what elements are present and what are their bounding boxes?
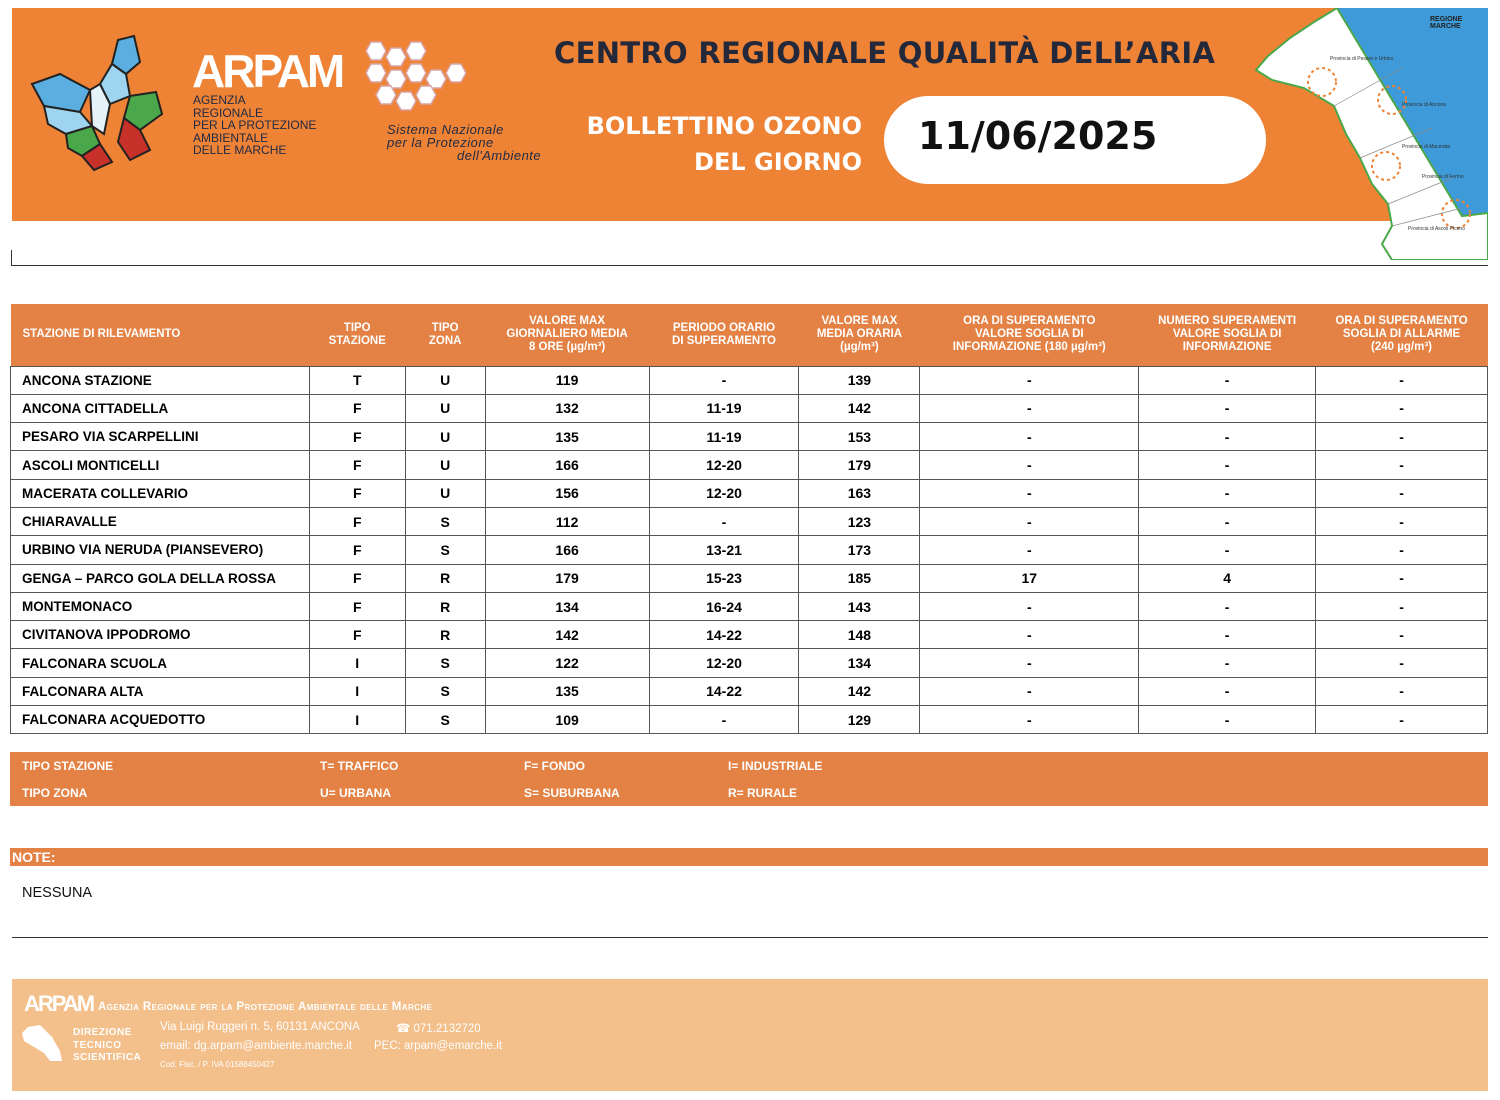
header-line: TIPO <box>431 321 459 334</box>
cell-info-count: - <box>1139 394 1316 422</box>
cell-zone-type: S <box>405 677 485 705</box>
cell-info-hour: 17 <box>920 564 1139 592</box>
header-banner <box>12 8 1488 232</box>
header-line: DI SUPERAMENTO <box>672 334 776 347</box>
cell-zone-type: U <box>405 394 485 422</box>
map-label: Provincia di Macerata <box>1402 144 1451 150</box>
arpam-sub-line: AMBIENTALE <box>193 130 269 145</box>
header-alarm-hour <box>1316 304 1488 366</box>
regione-line: MARCHE <box>1430 23 1461 30</box>
cell-alarm-hour: - <box>1316 479 1488 507</box>
regione-marche-logo <box>1430 16 1462 30</box>
cell-info-count: - <box>1139 451 1316 479</box>
header-line: TIPO <box>343 321 371 334</box>
cell-max-hourly: 129 <box>799 706 920 734</box>
date-box <box>884 96 1266 184</box>
legend-suburban: S= SUBURBANA <box>524 786 620 800</box>
cell-zone-type: S <box>405 706 485 734</box>
header-line: STAZIONE DI RILEVAMENTO <box>22 328 181 341</box>
cell-station-type: F <box>309 536 405 564</box>
cell-max-8h: 179 <box>485 564 649 592</box>
cell-max-hourly: 148 <box>799 621 920 649</box>
header-period <box>649 304 799 366</box>
cell-info-count: - <box>1139 366 1316 394</box>
cell-alarm-hour: - <box>1316 677 1488 705</box>
cell-zone-type: R <box>405 592 485 620</box>
cell-info-count: - <box>1139 621 1316 649</box>
cell-info-count: - <box>1139 536 1316 564</box>
cell-info-hour: - <box>920 621 1139 649</box>
footer-pec: PEC: arpam@emarche.it <box>374 1040 502 1052</box>
cell-alarm-hour: - <box>1316 451 1488 479</box>
table-row <box>11 677 1488 705</box>
arpam-sub-line: REGIONALE <box>193 105 264 120</box>
bulletin-date: 11/06/2025 <box>918 114 1158 158</box>
header-line: VALORE SOGLIA DI <box>1172 328 1282 341</box>
cell-info-count: - <box>1139 649 1316 677</box>
cell-info-hour: - <box>920 507 1139 535</box>
map-label: Provincia di Ancona <box>1402 102 1446 108</box>
header-line: STAZIONE <box>328 334 386 347</box>
cell-station: URBINO VIA NERUDA (PIANSEVERO) <box>11 536 310 564</box>
footer-email: email: dg.arpam@ambiente.marche.it <box>160 1040 352 1052</box>
cell-info-count: - <box>1139 592 1316 620</box>
cell-info-hour: - <box>920 366 1139 394</box>
cell-station-type: F <box>309 592 405 620</box>
table-row <box>11 592 1488 620</box>
cell-station: MONTEMONACO <box>11 592 310 620</box>
table-row <box>11 451 1488 479</box>
cell-station-type: F <box>309 621 405 649</box>
header-max-8h <box>485 304 649 366</box>
table-row <box>11 536 1488 564</box>
cell-station-type: I <box>309 677 405 705</box>
map-label: Provincia di Ascoli Piceno <box>1408 226 1465 232</box>
cell-period: 12-20 <box>649 479 799 507</box>
cell-period: 12-20 <box>649 649 799 677</box>
legend-background: F= FONDO <box>524 759 586 773</box>
cell-alarm-hour: - <box>1316 564 1488 592</box>
table-row <box>11 423 1488 451</box>
cell-station: ANCONA CITTADELLA <box>11 394 310 422</box>
hexagon-cluster-icon <box>357 38 487 118</box>
arpam-sub-line: AGENZIA <box>193 93 246 107</box>
cell-period: 16-24 <box>649 592 799 620</box>
legend-industrial: I= INDUSTRIALE <box>728 759 823 773</box>
header-line: INFORMAZIONE (180 µg/m³) <box>952 341 1106 354</box>
arpam-wordmark: ARPAM <box>192 45 343 97</box>
cell-zone-type: S <box>405 649 485 677</box>
legend-station-label: TIPO STAZIONE <box>22 759 114 773</box>
ozone-table <box>10 304 1488 734</box>
divider <box>12 937 1488 938</box>
cell-period: 14-22 <box>649 621 799 649</box>
cell-max-hourly: 185 <box>799 564 920 592</box>
cell-info-hour: - <box>920 677 1139 705</box>
cell-zone-type: U <box>405 451 485 479</box>
snpa-text <box>387 123 541 162</box>
table-body <box>11 366 1488 734</box>
cell-alarm-hour: - <box>1316 621 1488 649</box>
header-line: GIORNALIERO MEDIA <box>506 328 628 341</box>
footer-direction <box>73 1027 141 1065</box>
cell-alarm-hour: - <box>1316 423 1488 451</box>
header-line: ORA DI SUPERAMENTO <box>963 315 1096 328</box>
legend-zone-label: TIPO ZONA <box>22 786 88 800</box>
marche-silhouette-icon <box>20 1023 66 1063</box>
cell-info-hour: - <box>920 394 1139 422</box>
cell-period: - <box>649 366 799 394</box>
footer-address: Via Luigi Ruggeri n. 5, 60131 ANCONA <box>160 1021 360 1033</box>
header-station <box>11 304 310 366</box>
subtitle-line: BOLLETTINO OZONO <box>586 112 862 140</box>
cell-station: ASCOLI MONTICELLI <box>11 451 310 479</box>
cell-station-type: F <box>309 564 405 592</box>
cell-alarm-hour: - <box>1316 394 1488 422</box>
cell-zone-type: U <box>405 423 485 451</box>
cell-info-hour: - <box>920 536 1139 564</box>
cell-station-type: F <box>309 507 405 535</box>
cell-zone-type: U <box>405 479 485 507</box>
divider <box>11 250 12 266</box>
cell-alarm-hour: - <box>1316 507 1488 535</box>
cell-station: PESARO VIA SCARPELLINI <box>11 423 310 451</box>
footer-dir-line: DIREZIONE <box>73 1027 132 1038</box>
butterfly-logo-icon <box>30 34 190 174</box>
footer <box>12 979 1488 1091</box>
table-row <box>11 621 1488 649</box>
cell-max-8h: 134 <box>485 592 649 620</box>
table-row <box>11 564 1488 592</box>
header-line: MEDIA ORARIA <box>816 328 902 341</box>
cell-station-type: F <box>309 423 405 451</box>
cell-station-type: F <box>309 479 405 507</box>
header-line: PERIODO ORARIO <box>672 321 776 334</box>
arpam-logo <box>30 34 343 174</box>
cell-station: CIVITANOVA IPPODROMO <box>11 621 310 649</box>
arpam-sub-line: PER LA PROTEZIONE <box>193 118 317 132</box>
cell-max-hourly: 134 <box>799 649 920 677</box>
footer-agency: Agenzia Regionale per la Protezione Ambientale delle Marche <box>98 1001 433 1013</box>
snpa-line: per la Protezione <box>387 135 494 150</box>
cell-alarm-hour: - <box>1316 366 1488 394</box>
cell-station: MACERATA COLLEVARIO <box>11 479 310 507</box>
header-line: (240 µg/m³) <box>1371 341 1432 354</box>
cell-max-hourly: 143 <box>799 592 920 620</box>
cell-info-hour: - <box>920 592 1139 620</box>
legend-traffic: T= TRAFFICO <box>320 759 399 773</box>
cell-period: 15-23 <box>649 564 799 592</box>
cell-max-8h: 119 <box>485 366 649 394</box>
note-bar <box>10 848 1488 866</box>
table-row <box>11 507 1488 535</box>
cell-zone-type: U <box>405 366 485 394</box>
header-line: VALORE SOGLIA DI <box>974 328 1084 341</box>
footer-logo: ARPAM <box>24 991 94 1016</box>
cell-max-8h: 122 <box>485 649 649 677</box>
cell-max-8h: 166 <box>485 451 649 479</box>
cell-station: FALCONARA ACQUEDOTTO <box>11 706 310 734</box>
footer-dir-line: TECNICO <box>73 1039 122 1051</box>
cell-period: - <box>649 507 799 535</box>
header-line: ZONA <box>428 334 462 347</box>
cell-station-type: I <box>309 706 405 734</box>
map-label: Provincia di Fermo <box>1422 174 1464 180</box>
divider <box>12 265 1488 266</box>
snpa-line: dell'Ambiente <box>457 148 542 163</box>
cell-zone-type: S <box>405 507 485 535</box>
cell-max-hourly: 142 <box>799 394 920 422</box>
cell-info-hour: - <box>920 451 1139 479</box>
cell-max-8h: 135 <box>485 677 649 705</box>
legend-urban: U= URBANA <box>320 786 392 800</box>
cell-info-count: - <box>1139 677 1316 705</box>
cell-max-hourly: 179 <box>799 451 920 479</box>
cell-station-type: T <box>309 366 405 394</box>
table-row <box>11 479 1488 507</box>
cell-station-type: F <box>309 394 405 422</box>
arpam-sub-line: DELLE MARCHE <box>193 143 287 157</box>
cell-station: ANCONA STAZIONE <box>11 366 310 394</box>
cell-max-hourly: 153 <box>799 423 920 451</box>
header-info-count <box>1139 304 1316 366</box>
cell-period: 12-20 <box>649 451 799 479</box>
cell-max-hourly: 123 <box>799 507 920 535</box>
cell-station: FALCONARA ALTA <box>11 677 310 705</box>
footer-phone: ☎ 071.2132720 <box>396 1023 481 1035</box>
cell-period: 11-19 <box>649 423 799 451</box>
header-line: VALORE MAX <box>821 315 898 328</box>
cell-period: - <box>649 706 799 734</box>
cell-max-8h: 135 <box>485 423 649 451</box>
cell-period: 14-22 <box>649 677 799 705</box>
header-line: (µg/m³) <box>840 341 879 354</box>
cell-max-hourly: 163 <box>799 479 920 507</box>
cell-zone-type: R <box>405 621 485 649</box>
cell-alarm-hour: - <box>1316 592 1488 620</box>
header-line: INFORMAZIONE <box>1182 341 1272 354</box>
header-line: VALORE MAX <box>529 315 605 328</box>
cell-info-hour: - <box>920 706 1139 734</box>
cell-alarm-hour: - <box>1316 706 1488 734</box>
snpa-logo <box>357 38 557 173</box>
cell-zone-type: S <box>405 536 485 564</box>
bulletin-subtitle <box>587 108 862 180</box>
footer-tax-code: Cod. Fisc. / P. IVA 01588450427 <box>160 1060 275 1069</box>
legend-rural: R= RURALE <box>728 786 798 800</box>
cell-info-count: 4 <box>1139 564 1316 592</box>
arpam-subtitle <box>193 94 323 157</box>
cell-info-count: - <box>1139 423 1316 451</box>
header-station-type <box>309 304 405 366</box>
cell-station: FALCONARA SCUOLA <box>11 649 310 677</box>
page-title: CENTRO REGIONALE QUALITÀ DELL’ARIA <box>554 36 1216 70</box>
cell-alarm-hour: - <box>1316 649 1488 677</box>
cell-info-hour: - <box>920 423 1139 451</box>
cell-max-8h: 132 <box>485 394 649 422</box>
note-text: NESSUNA <box>22 885 93 901</box>
cell-max-8h: 142 <box>485 621 649 649</box>
header-line: NUMERO SUPERAMENTI <box>1158 315 1297 328</box>
cell-info-hour: - <box>920 479 1139 507</box>
cell-station-type: F <box>309 451 405 479</box>
cell-max-hourly: 139 <box>799 366 920 394</box>
table-row <box>11 394 1488 422</box>
header-max-hourly <box>799 304 920 366</box>
header-line: ORA DI SUPERAMENTO <box>1335 315 1468 328</box>
footer-dir-line: SCIENTIFICA <box>73 1052 142 1063</box>
cell-station: CHIARAVALLE <box>11 507 310 535</box>
cell-max-8h: 166 <box>485 536 649 564</box>
cell-info-count: - <box>1139 706 1316 734</box>
cell-max-8h: 156 <box>485 479 649 507</box>
cell-info-count: - <box>1139 479 1316 507</box>
table-row <box>11 706 1488 734</box>
cell-station: GENGA – PARCO GOLA DELLA ROSSA <box>11 564 310 592</box>
header-info-hour <box>920 304 1139 366</box>
cell-max-8h: 109 <box>485 706 649 734</box>
cell-info-hour: - <box>920 649 1139 677</box>
cell-max-8h: 112 <box>485 507 649 535</box>
header-line: SOGLIA DI ALLARME <box>1342 328 1461 341</box>
table-row <box>11 366 1488 394</box>
cell-zone-type: R <box>405 564 485 592</box>
table-row <box>11 649 1488 677</box>
marche-map-icon <box>1242 8 1488 260</box>
cell-alarm-hour: - <box>1316 536 1488 564</box>
cell-station-type: I <box>309 649 405 677</box>
subtitle-line: DEL GIORNO <box>694 148 862 176</box>
map-label: Provincia di Pesaro e Urbino <box>1330 56 1394 62</box>
cell-max-hourly: 173 <box>799 536 920 564</box>
note-label: NOTE: <box>12 849 56 865</box>
header-line: 8 ORE (µg/m³) <box>528 341 606 354</box>
regione-line: REGIONE <box>1430 16 1463 23</box>
header-zone-type <box>405 304 485 366</box>
cell-info-count: - <box>1139 507 1316 535</box>
cell-period: 11-19 <box>649 394 799 422</box>
cell-period: 13-21 <box>649 536 799 564</box>
snpa-line: Sistema Nazionale <box>387 122 504 137</box>
table-header-row <box>11 304 1488 366</box>
legend <box>10 752 1488 806</box>
cell-max-hourly: 142 <box>799 677 920 705</box>
